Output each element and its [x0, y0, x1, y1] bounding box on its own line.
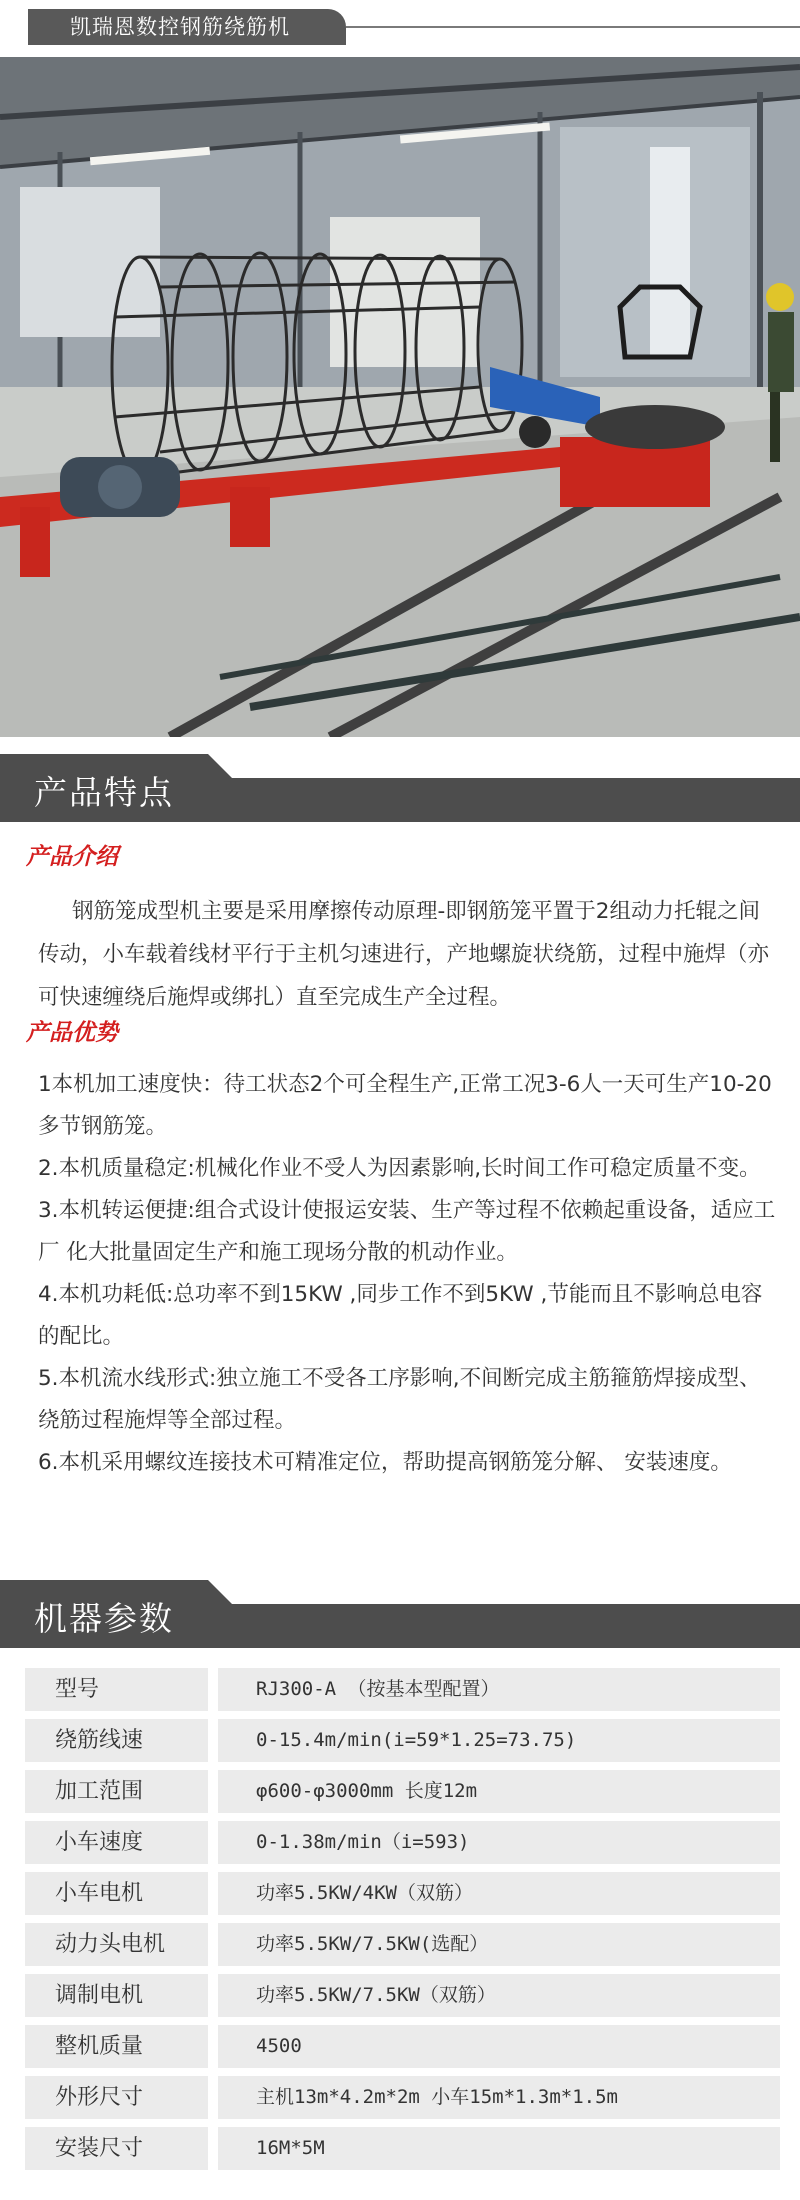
product-photo [0, 57, 800, 737]
spec-key: 加工范围 [25, 1770, 208, 1813]
spec-row [25, 1668, 780, 1711]
spec-value: 0-1.38m/min（i=593) [218, 1821, 780, 1864]
spec-row [25, 1821, 780, 1864]
spec-value: 主机13m*4.2m*2m 小车15m*1.3m*1.5m [218, 2076, 780, 2119]
params-section-header [0, 1580, 800, 1648]
spec-row [25, 2127, 780, 2170]
spec-key: 绕筋线速 [25, 1719, 208, 1762]
params-section-title: 机器参数 [34, 1599, 174, 1638]
spec-row [25, 1923, 780, 1966]
spec-row [25, 2025, 780, 2068]
spec-value: 功率5.5KW/7.5KW（双筋） [218, 1974, 780, 2017]
features-section-title: 产品特点 [34, 773, 174, 812]
spec-row [25, 1974, 780, 2017]
spec-key: 安装尺寸 [25, 2127, 208, 2170]
features-section-header [0, 754, 800, 822]
spec-key: 整机质量 [25, 2025, 208, 2068]
page-title: 凯瑞恩数控钢筋绕筋机 [28, 9, 346, 45]
spec-key: 动力头电机 [25, 1923, 208, 1966]
spec-key: 外形尺寸 [25, 2076, 208, 2119]
cage-welding-machine-photo-icon [0, 57, 800, 737]
advantage-item: 5.本机流水线形式:独立施工不受各工序影响,不间断完成主筋箍筋焊接成型、绕筋过程施焊等全部过程。 [38, 1366, 761, 1433]
advantages-heading: 产品优势 [26, 1020, 118, 1046]
advantages-list [38, 1064, 778, 1484]
advantage-item: 2.本机质量稳定:机械化作业不受人为因素影响,长时间工作可稳定质量不变。 [38, 1156, 761, 1181]
spec-value: φ600-φ3000mm 长度12m [218, 1770, 780, 1813]
spec-value: 4500 [218, 2025, 780, 2068]
spec-key: 型号 [25, 1668, 208, 1711]
spec-row [25, 1770, 780, 1813]
spec-value: RJ300-A （按基本型配置） [218, 1668, 780, 1711]
intro-text: 钢筋笼成型机主要是采用摩擦传动原理-即钢筋笼平置于2组动力托辊之间传动，小车载着线材平行于主机匀速进行，产地螺旋状绕筋，过程中施焊（亦可快速缠绕后施焊或绑扎）直至完成生产全过程。 [38, 899, 770, 1010]
spec-table [25, 1668, 780, 2178]
spec-value: 0-15.4m/min(i=59*1.25=73.75) [218, 1719, 780, 1762]
intro-heading: 产品介绍 [26, 844, 118, 870]
spec-key: 小车速度 [25, 1821, 208, 1864]
spec-row [25, 1719, 780, 1762]
spec-row [25, 2076, 780, 2119]
spec-key: 调制电机 [25, 1974, 208, 2017]
spec-value: 16M*5M [218, 2127, 780, 2170]
title-divider [346, 26, 800, 28]
top-title-bar [0, 0, 800, 50]
advantage-item: 3.本机转运便捷:组合式设计使报运安装、生产等过程不依赖起重设备，适应工厂 化大批量固定生产和施工现场分散的机动作业。 [38, 1198, 776, 1265]
spec-value: 功率5.5KW/7.5KW(选配） [218, 1923, 780, 1966]
spec-value: 功率5.5KW/4KW（双筋） [218, 1872, 780, 1915]
advantage-item: 6.本机采用螺纹连接技术可精准定位，帮助提高钢筋笼分解、 安装速度。 [38, 1450, 732, 1475]
advantage-item: 4.本机功耗低:总功率不到15KW ,同步工作不到5KW ,节能而且不影响总电容的配比。 [38, 1282, 763, 1349]
spec-row [25, 1872, 780, 1915]
spec-key: 小车电机 [25, 1872, 208, 1915]
advantage-item: 1本机加工速度快：待工状态2个可全程生产,正常工况3-6人一天可生产10-20多节钢筋笼。 [38, 1072, 772, 1139]
